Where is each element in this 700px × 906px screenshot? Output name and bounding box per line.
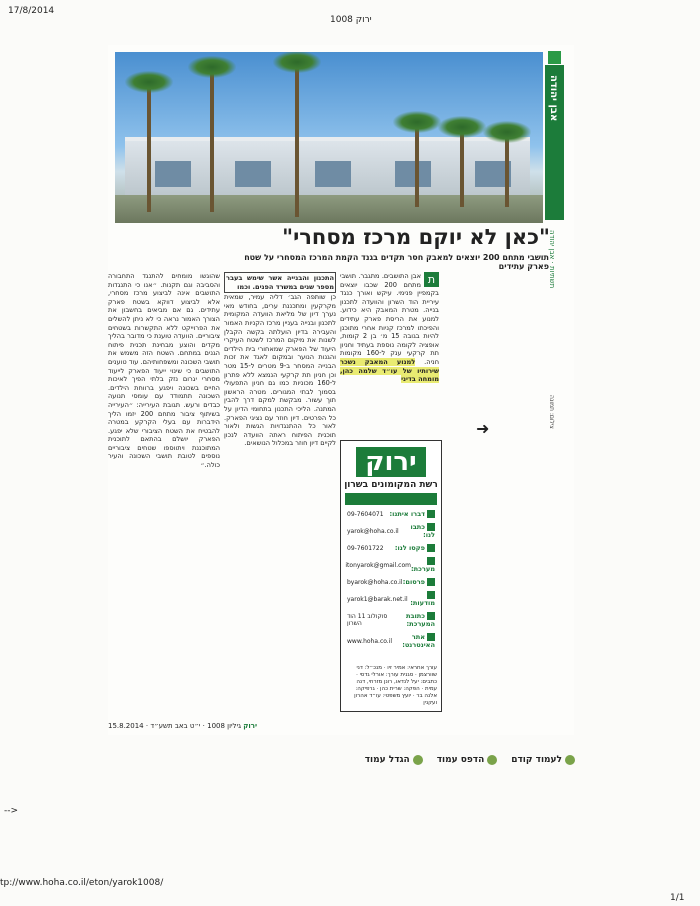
contact-row: כתבו לנו: yarok@hoha.co.il [347, 523, 435, 539]
drop-cap: ת [424, 272, 439, 287]
column-text: כן שותפה הגב׳ דליה עמיר, שמאית מקרקעין ומתכננת ערים, בחודש מאי נערך דיון של מליאת הוועדה המקומית לתכנון ובנייה בעניין מרכז הקניות האמור והעבירה בדיון הועלתה בקשה הקבלן לשנות את מיקום המרכז לשטח העיקרי היעוד של הפארק שמאחורי בית הילדים והגנות הנוער ובמקום לאגד את זכות הבנייה המסחר ב-9 מטרים ל-15 מטר וכן חניון תת קרקעי הנמצא ללא פתרון ל-160 מכוניות כמו גם חניון התפעולי בסמוך לבתי המגורים. מטרה הראשון תוך עשור. מבקשת למקם דרך להבין המתנה. הליכי התכנון בתחומי הדיון על כל הפרטים. דיון חוזר עם נציגי הפארק. לאור כל ההתנגדויות הגשות ולאור תוכנית הפיתוח ראתה הוועדה לנכון לקיים דיון חוזר במכלול הנושאים. [224, 293, 336, 448]
prev-page-button[interactable]: לעמוד קודם [511, 755, 575, 765]
article-subhead: תושבי מתחם 200 יוצאים למאבק חסר תקדים בגנד הקמת המרכז המסחרי על שטח פארק עתידים [244, 253, 549, 271]
print-url: tp://www.hoha.co.il/eton/yarok1008/ [0, 878, 164, 888]
network-ad-box [340, 440, 442, 712]
palm-tree [415, 127, 419, 207]
network-title: רשת המקומונים בשרון [344, 480, 438, 490]
contact-row: פקסו לנו: 09-7601722 [347, 544, 435, 552]
column-text: שהוגשו מומחים להתנגד התחבורה והסביבה וגם תקנות. ״אנו כי התנגדות התושבים אינה לביצוע מרכז מסחרי, אלא לביצוע דווקא בשטח פארק עתידים. גם אם מביאים בחשבון את הצורך האמור נראה כי לא ניתן להשלים את הפרוייקט ללא התקשרות בשטחים ציבוריים. הוועדה טוענת כי מדובר בהליך מקדים והוצע מבחינת תכנית פיתוח הגנים במתחם. השטח הזה משמש את תושבי השכונה ומשפחותיהם. עוד טוענים התושבים כי שינוי ייעוד הפארק לייעוד מסחרי יגרום נזק בלתי הפיך לאיכות החיים בשכונה ויפגע ברווחת הילדים. השכונה תתמודד עם עומסי תנועה כבדים ורעש. תגובת העירייה: ״העירייה בשיתוף ציבור מתחם 200 יזמו הליך הידברות עם בעלי הקרקע במטרה להבטיח את השטח הציבורי שלא יפגע. הפארק יושלם בהתאם לתוכנית המתוכננת ויתווספו שטחים ציבוריים נוספים לטובת תושבי השכונה והעיר כולה.״ [108, 272, 220, 470]
article-column-1 [340, 272, 439, 442]
article-column-3 [108, 272, 220, 762]
enlarge-page-button[interactable]: הגדל עמוד [365, 755, 423, 765]
palm-tree [147, 87, 151, 212]
palm-tree [460, 132, 464, 207]
bullet-icon [427, 544, 435, 552]
contact-row: כתובת המערכת: סוקולוב 11 הוד השרון [347, 612, 435, 628]
column-text: אבן התושבים. מתגבר. תושבי מתחם 200 שכבו יוצאים בקמפיין פנימי. עיקש ואורך כנגד עיריית הוד השרון והוועדה לתכנון בנייה. מטרת המאבק היא כידוע. למנוע את הריסת פארק עתידים והפיכתו למרכז קניות אחרי מתוכנן להיות בגובה 15 מ׳ בן 2 קומות, אופציה לקומה נוספת בעתיד וחניון תת קרקעי ענק ל-160 מקומות חניה. [340, 272, 439, 366]
pointer-arrow-icon: ➜ [476, 419, 490, 438]
building-illustration [125, 137, 530, 201]
highlighted-text: למנוע המאבק נשכר שירותיו של עו״ד שלמה כהן, מומחה בדיני [340, 357, 439, 384]
photo-credit: צילום: תמונה [548, 395, 555, 429]
palm-tree [505, 137, 509, 207]
contact-row: מערכת: itonyarok@gmail.com [347, 557, 435, 573]
print-page-title: ירוק 1008 [330, 15, 372, 25]
print-page-number: 1/1 [670, 893, 685, 903]
page-footer [108, 722, 445, 730]
magnifier-icon [413, 755, 423, 765]
contact-row: מודעות: yarok1@barak.net.il [347, 591, 435, 607]
footer-issue: גיליון 1008 · י״ט באב תשע״ד · 15.8.2014 [108, 722, 241, 730]
footer-brand: ירוק [243, 722, 258, 730]
bullet-icon [427, 510, 435, 518]
article-photo [115, 52, 543, 223]
bullet-icon [427, 612, 435, 620]
article-headline: "כאן לא יוקם מרכז מסחרי" [282, 225, 550, 249]
arrow-left-icon [565, 755, 575, 765]
ground-illustration [115, 195, 543, 223]
page-toolbar [335, 755, 575, 765]
boxed-text: התכנון והבנייה אשר שימש בעבר מספר שנים במשרד הפנים. וכמו [224, 272, 336, 293]
bullet-icon [427, 557, 435, 565]
palm-tree [210, 72, 214, 212]
print-page-button[interactable]: הדפס עמוד [437, 755, 498, 765]
html-comment-fragment: --> [4, 806, 19, 816]
section-label: אבן יהודה [548, 75, 559, 122]
network-tag-bar [345, 493, 437, 505]
staff-credits: עורך אחראי: אמיר זיו · מנכ״ל: דני שוורצמן · סגנית עורך: אורלי גדסי · כתבים: יעל לנדאו, רונן מזרחי, דנה עמית · הפקה: שרית כהן · גרפיקה: אלנה בר · יועץ משפטי: עו״ד אהרון ועקנין [354, 665, 437, 706]
section-sub-label: תשתיות · אבן יהודה [548, 230, 556, 289]
printer-icon [487, 755, 497, 765]
network-logo: ירוק [356, 447, 426, 477]
contact-row: פרסום: byarok@hoha.co.il [347, 578, 435, 586]
print-date: 17/8/2014 [8, 6, 55, 16]
contact-row: אתר האינטרנט: www.hoha.co.il [347, 633, 435, 649]
bullet-icon [427, 578, 435, 586]
contact-row: דברו איתנו: 09-7604071 [347, 510, 435, 518]
bullet-icon [427, 633, 435, 641]
bullet-icon [427, 523, 435, 531]
article-column-2 [224, 272, 336, 732]
bullet-icon [427, 591, 435, 599]
palm-tree [295, 67, 299, 217]
